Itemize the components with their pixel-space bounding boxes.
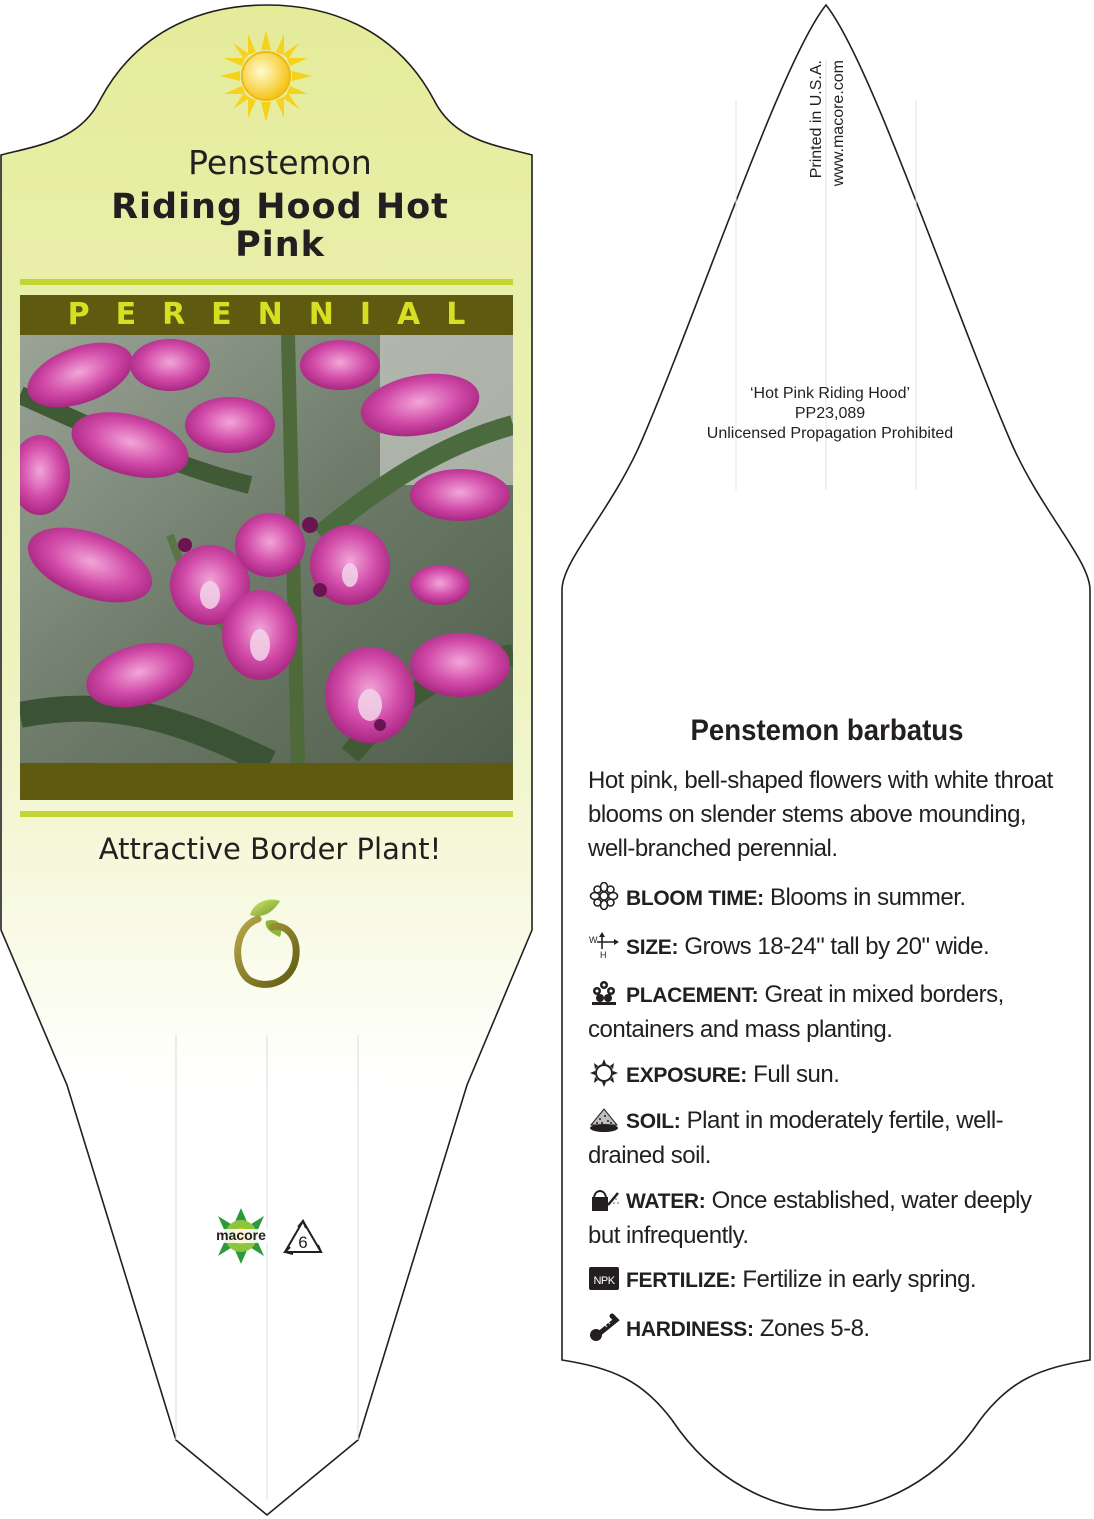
patent-notice xyxy=(660,384,1000,444)
recycle-number: 6 xyxy=(298,1233,308,1252)
recycle-icon xyxy=(282,1218,324,1256)
sun-icon xyxy=(218,28,314,124)
watering-can-icon xyxy=(588,1185,620,1213)
attribute-label: SIZE: xyxy=(626,936,679,959)
attribute-value: Grows 18-24" tall by 20" wide. xyxy=(684,933,990,960)
soil-icon xyxy=(588,1105,620,1133)
propagation-warning: Unlicensed Propagation Prohibited xyxy=(706,425,954,442)
sun-outline-icon xyxy=(588,1059,620,1087)
attribute-hardiness xyxy=(588,1312,1068,1347)
attribute-value: Plant in moderately fertile, well-drained soil. xyxy=(588,1107,1004,1169)
attribute-label: HARDINESS: xyxy=(626,1318,754,1341)
tagline: Attractive Border Plant! xyxy=(98,832,442,866)
plant-description: Hot pink, bell-shaped flowers with white throat blooms on slender stems above mounding, well-branched perennial. xyxy=(588,767,1053,862)
attribute-label: WATER: xyxy=(626,1190,706,1213)
attribute-value: Zones 5-8. xyxy=(759,1315,870,1342)
attribute-label: PLACEMENT: xyxy=(626,984,759,1007)
attribute-label: FERTILIZE: xyxy=(626,1269,737,1292)
attribute-value: Full sun. xyxy=(753,1061,840,1088)
svg-text:W: W xyxy=(589,935,597,945)
svg-text:H: H xyxy=(600,950,606,959)
flower-icon xyxy=(588,882,620,910)
attribute-value: Blooms in summer. xyxy=(770,884,966,911)
size-icon xyxy=(588,931,620,959)
seedling-logo-icon xyxy=(228,895,304,991)
attribute-placement xyxy=(588,978,1068,1047)
attribute-value: Great in mixed borders, containers and mass planting. xyxy=(588,981,1004,1043)
attribute-soil xyxy=(588,1104,1068,1173)
npk-icon xyxy=(588,1264,620,1292)
cultivar-line-2: Pink xyxy=(235,225,325,265)
attribute-label: SOIL: xyxy=(626,1110,681,1133)
attribute-size xyxy=(588,930,1068,965)
patent-number: PP23,089 xyxy=(794,405,866,422)
website-url: www.macore.com xyxy=(830,60,847,187)
plant-cultivar-name xyxy=(22,188,538,264)
attribute-value: Once established, water deeply but infrequently. xyxy=(588,1187,1032,1249)
placement-icon xyxy=(588,979,620,1007)
attribute-value: Fertilize in early spring. xyxy=(742,1266,977,1293)
svg-text:NPK: NPK xyxy=(593,1275,615,1287)
printed-in-notice xyxy=(806,60,850,230)
category-label: PERENNIAL xyxy=(67,297,492,332)
macore-logo xyxy=(204,1206,278,1266)
attribute-label: BLOOM TIME: xyxy=(626,887,764,910)
thermometer-icon xyxy=(588,1313,620,1341)
accent-line-top xyxy=(20,279,513,285)
photo-bottom-band xyxy=(20,763,513,800)
accent-line-bottom xyxy=(20,811,513,817)
attribute-label: EXPOSURE: xyxy=(626,1064,747,1087)
plant-photo xyxy=(20,335,513,763)
trade-name: ‘Hot Pink Riding Hood’ xyxy=(749,385,911,402)
attribute-bloom-time xyxy=(588,881,1068,916)
attribute-fertilize xyxy=(588,1263,1068,1298)
printed-in-usa: Printed in U.S.A. xyxy=(808,60,825,179)
species-name: Penstemon barbatus xyxy=(690,714,964,747)
attribute-water xyxy=(588,1184,1068,1253)
attribute-exposure xyxy=(588,1058,1068,1093)
plant-genus: Penstemon xyxy=(188,143,372,182)
macore-logo-text: macore xyxy=(216,1227,266,1243)
cultivar-line-1: Riding Hood Hot xyxy=(111,187,449,227)
